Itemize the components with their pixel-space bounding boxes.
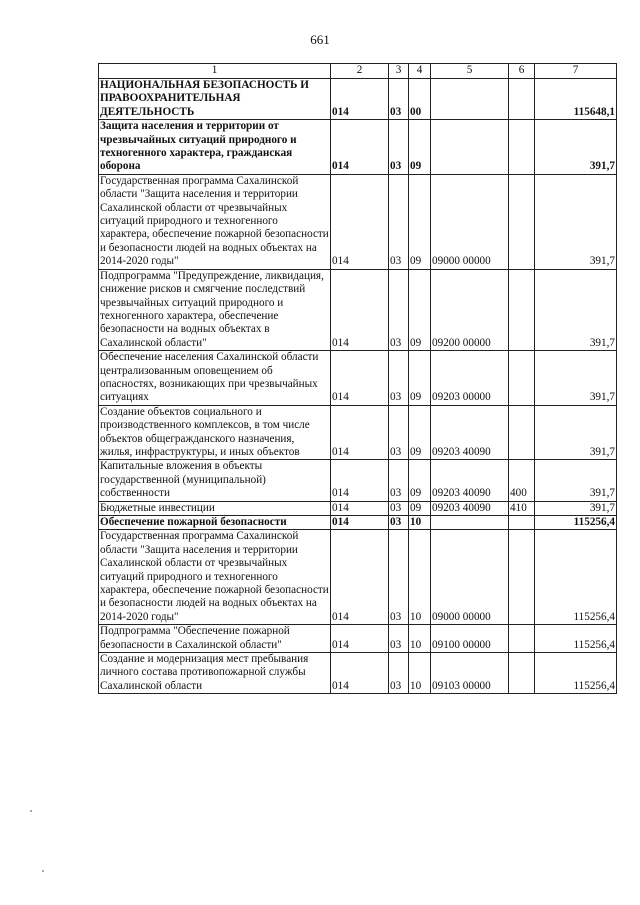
row-value-cell: 10 [409,625,431,653]
row-value-cell: 410 [509,501,535,515]
row-value-cell: 014 [331,516,389,530]
row-value-cell: 03 [389,530,409,625]
header-cell: 1 [99,64,331,79]
row-value-cell: 09000 00000 [431,530,509,625]
row-value-cell: 03 [389,460,409,501]
table-row [99,653,617,694]
table-row [99,405,617,460]
row-value-cell: 014 [331,120,389,175]
header-cell: 7 [535,64,617,79]
row-value-cell: 09200 00000 [431,269,509,350]
row-value-cell [509,174,535,269]
row-value-cell: 014 [331,351,389,406]
row-value-cell: 03 [389,79,409,120]
row-name-cell: Государственная программа Сахалинской области "Защита населения и территории Сахалинской области от чрезвычайных ситуаций природного и техногенного характера, обеспечение пожарной безопасности и безопасности людей на водных объектах на 2014-2020 годы" [100,530,329,623]
row-name-cell: Государственная программа Сахалинской области "Защита населения и территории Сахалинской области от чрезвычайных ситуаций природного и техногенного характера, обеспечение пожарной безопасности и безопасности людей на водных объектах на 2014-2020 годы" [100,174,329,268]
row-value-cell: 09 [409,120,431,175]
row-name-cell: НАЦИОНАЛЬНАЯ БЕЗОПАСНОСТЬ И ПРАВООХРАНИТЕЛЬНАЯ ДЕЯТЕЛЬНОСТЬ [99,79,331,120]
row-value-cell: 014 [331,653,389,694]
row-value-cell: 115256,4 [535,653,617,694]
row-value-cell: 03 [389,625,409,653]
row-value-cell: 014 [331,501,389,515]
header-cell: 3 [389,64,409,79]
budget-table [98,63,617,694]
page-number: 661 [310,32,330,47]
row-name-cell: Бюджетные инвестиции [99,501,331,515]
row-name-cell: Создание и модернизация мест пребывания личного состава противопожарной службы Сахалинской области [99,653,331,694]
header-cell: 5 [431,64,509,79]
row-value-cell: 10 [409,516,431,530]
table-body [99,64,617,694]
row-value-cell: 391,7 [535,174,617,269]
row-value-cell: 014 [331,625,389,653]
row-value-cell: 09 [409,460,431,501]
row-value-cell [431,79,509,120]
table-row [99,79,617,120]
row-value-cell [509,79,535,120]
row-value-cell: 400 [509,460,535,501]
row-value-cell: 014 [331,174,389,269]
row-value-cell: 014 [331,405,389,460]
row-value-cell: 03 [389,653,409,694]
row-value-cell: 115256,4 [535,625,617,653]
row-value-cell: 10 [409,653,431,694]
row-value-cell [431,516,509,530]
table-row [99,120,617,175]
header-cell: 6 [509,64,535,79]
row-value-cell: 09 [409,351,431,406]
row-value-cell: 03 [389,351,409,406]
row-value-cell: 115256,4 [535,530,617,625]
row-value-cell [509,269,535,350]
row-value-cell [509,653,535,694]
table-row [99,516,617,530]
row-value-cell: 391,7 [535,460,617,501]
row-value-cell: 09103 00000 [431,653,509,694]
row-value-cell: 014 [331,269,389,350]
row-value-cell: 03 [389,120,409,175]
row-value-cell: 03 [389,174,409,269]
row-value-cell: 014 [331,530,389,625]
row-value-cell: 09000 00000 [431,174,509,269]
row-value-cell: 09203 40090 [431,405,509,460]
row-value-cell [509,530,535,625]
row-name-cell: Обеспечение пожарной безопасности [99,516,331,530]
row-value-cell: 09203 40090 [431,460,509,501]
row-value-cell: 03 [389,516,409,530]
table-row [99,460,617,501]
row-value-cell: 014 [331,79,389,120]
table-row [99,625,617,653]
row-value-cell: 09100 00000 [431,625,509,653]
row-value-cell [509,120,535,175]
row-value-cell: 10 [409,530,431,625]
row-value-cell: 00 [409,79,431,120]
row-name-cell: Капитальные вложения в объекты государственной (муниципальной) собственности [99,460,331,501]
row-name-cell: Подпрограмма "Предупреждение, ликвидация, снижение рисков и смягчение последствий чрезвычайных ситуаций природного и техногенного характера, обеспечение безопасности на водных объектах в Сахалинской области" [99,269,331,350]
table-header-row [99,64,617,79]
table-row [99,351,617,406]
row-value-cell [509,405,535,460]
row-value-cell: 09 [409,174,431,269]
row-value-cell: 03 [389,501,409,515]
row-name-cell: Защита населения и территории от чрезвычайных ситуаций природного и техногенного характера, гражданская оборона [99,120,331,175]
row-value-cell: 391,7 [535,351,617,406]
row-value-cell: 391,7 [535,405,617,460]
row-value-cell: 115648,1 [535,79,617,120]
row-value-cell: 09 [409,269,431,350]
row-value-cell [509,516,535,530]
row-value-cell: 09203 00000 [431,351,509,406]
row-value-cell: 09 [409,501,431,515]
scan-speck [42,870,44,872]
row-value-cell: 03 [389,269,409,350]
row-value-cell: 391,7 [535,269,617,350]
row-value-cell: 391,7 [535,501,617,515]
row-value-cell: 391,7 [535,120,617,175]
row-value-cell: 115256,4 [535,516,617,530]
row-name-cell: Обеспечение населения Сахалинской области централизованным оповещением об опасностях, возникающих при чрезвычайных ситуациях [99,351,331,406]
row-value-cell: 09 [409,405,431,460]
row-value-cell [431,120,509,175]
table-row [99,530,617,625]
table-row [99,269,617,350]
row-value-cell [509,351,535,406]
table-row [99,501,617,515]
row-name-cell: Подпрограмма "Обеспечение пожарной безопасности в Сахалинской области" [99,625,331,653]
row-value-cell: 014 [331,460,389,501]
header-cell: 4 [409,64,431,79]
table-row [99,174,617,269]
row-value-cell [509,625,535,653]
header-cell: 2 [331,64,389,79]
row-value-cell: 09203 40090 [431,501,509,515]
scan-speck [30,810,32,812]
row-name-cell: Создание объектов социального и производственного комплексов, в том числе объектов общегражданского назначения, жилья, инфраструктуры, и иных объектов [99,405,331,460]
row-value-cell: 03 [389,405,409,460]
